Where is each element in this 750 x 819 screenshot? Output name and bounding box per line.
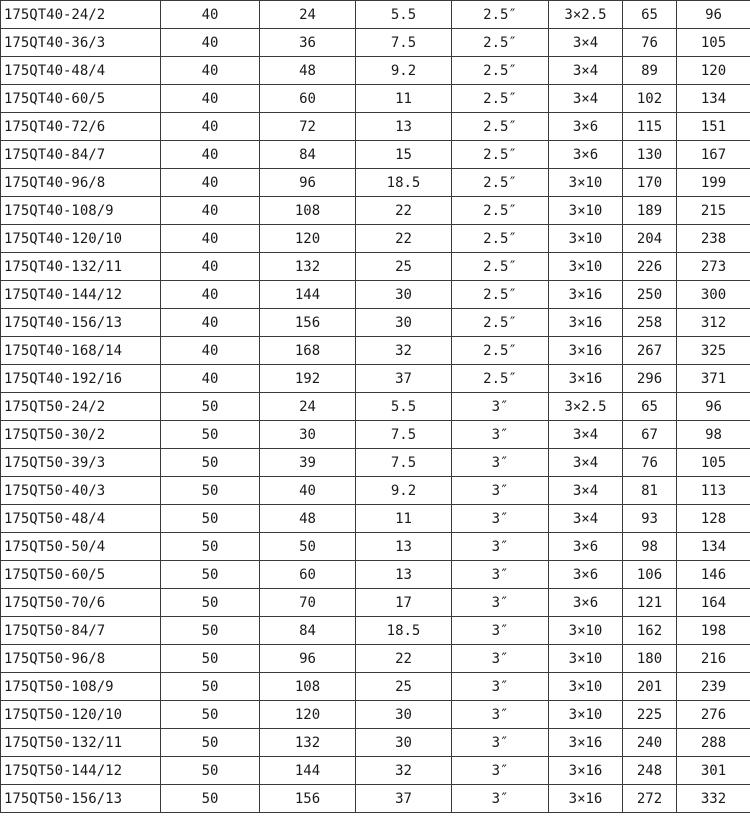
table-row xyxy=(1,477,750,505)
total-weight-cell: 134 xyxy=(677,533,750,561)
power-cell: 13 xyxy=(356,113,452,141)
model-cell: 175QT50-70/6 xyxy=(1,589,161,617)
power-cell: 5.5 xyxy=(356,1,452,29)
total-weight-cell: 301 xyxy=(677,757,750,785)
outlet-cell: 3″ xyxy=(452,477,549,505)
flow-cell: 50 xyxy=(161,561,260,589)
weight-cell: 121 xyxy=(623,589,677,617)
table-row xyxy=(1,533,750,561)
head-cell: 132 xyxy=(260,253,356,281)
total-weight-cell: 198 xyxy=(677,617,750,645)
cable-cell: 3×6 xyxy=(549,561,623,589)
flow-cell: 50 xyxy=(161,533,260,561)
outlet-cell: 2.5″ xyxy=(452,169,549,197)
cable-cell: 3×16 xyxy=(549,729,623,757)
power-cell: 9.2 xyxy=(356,477,452,505)
model-cell: 175QT40-24/2 xyxy=(1,1,161,29)
flow-cell: 40 xyxy=(161,29,260,57)
table-row xyxy=(1,1,750,29)
cable-cell: 3×6 xyxy=(549,113,623,141)
cable-cell: 3×2.5 xyxy=(549,393,623,421)
cable-cell: 3×16 xyxy=(549,785,623,813)
weight-cell: 81 xyxy=(623,477,677,505)
table-row xyxy=(1,225,750,253)
outlet-cell: 2.5″ xyxy=(452,57,549,85)
outlet-cell: 3″ xyxy=(452,449,549,477)
weight-cell: 115 xyxy=(623,113,677,141)
table-row xyxy=(1,281,750,309)
table-row xyxy=(1,85,750,113)
head-cell: 156 xyxy=(260,309,356,337)
total-weight-cell: 128 xyxy=(677,505,750,533)
total-weight-cell: 146 xyxy=(677,561,750,589)
total-weight-cell: 332 xyxy=(677,785,750,813)
power-cell: 13 xyxy=(356,561,452,589)
head-cell: 24 xyxy=(260,393,356,421)
total-weight-cell: 238 xyxy=(677,225,750,253)
total-weight-cell: 239 xyxy=(677,673,750,701)
flow-cell: 40 xyxy=(161,197,260,225)
model-cell: 175QT50-40/3 xyxy=(1,477,161,505)
power-cell: 22 xyxy=(356,197,452,225)
cable-cell: 3×10 xyxy=(549,225,623,253)
outlet-cell: 2.5″ xyxy=(452,337,549,365)
flow-cell: 40 xyxy=(161,253,260,281)
weight-cell: 102 xyxy=(623,85,677,113)
outlet-cell: 3″ xyxy=(452,617,549,645)
flow-cell: 40 xyxy=(161,85,260,113)
head-cell: 48 xyxy=(260,505,356,533)
outlet-cell: 3″ xyxy=(452,393,549,421)
outlet-cell: 3″ xyxy=(452,589,549,617)
model-cell: 175QT40-108/9 xyxy=(1,197,161,225)
power-cell: 18.5 xyxy=(356,617,452,645)
head-cell: 156 xyxy=(260,785,356,813)
head-cell: 30 xyxy=(260,421,356,449)
flow-cell: 50 xyxy=(161,449,260,477)
power-cell: 17 xyxy=(356,589,452,617)
flow-cell: 50 xyxy=(161,617,260,645)
table-row xyxy=(1,421,750,449)
weight-cell: 201 xyxy=(623,673,677,701)
head-cell: 120 xyxy=(260,225,356,253)
power-cell: 30 xyxy=(356,701,452,729)
total-weight-cell: 96 xyxy=(677,393,750,421)
weight-cell: 240 xyxy=(623,729,677,757)
cable-cell: 3×4 xyxy=(549,85,623,113)
power-cell: 22 xyxy=(356,225,452,253)
total-weight-cell: 288 xyxy=(677,729,750,757)
table-row xyxy=(1,29,750,57)
flow-cell: 50 xyxy=(161,421,260,449)
model-cell: 175QT40-168/14 xyxy=(1,337,161,365)
cable-cell: 3×4 xyxy=(549,449,623,477)
outlet-cell: 2.5″ xyxy=(452,281,549,309)
table-row xyxy=(1,337,750,365)
weight-cell: 248 xyxy=(623,757,677,785)
outlet-cell: 2.5″ xyxy=(452,309,549,337)
weight-cell: 98 xyxy=(623,533,677,561)
flow-cell: 40 xyxy=(161,169,260,197)
flow-cell: 40 xyxy=(161,57,260,85)
power-cell: 9.2 xyxy=(356,57,452,85)
table-row xyxy=(1,169,750,197)
flow-cell: 40 xyxy=(161,1,260,29)
table-row xyxy=(1,561,750,589)
total-weight-cell: 167 xyxy=(677,141,750,169)
model-cell: 175QT40-48/4 xyxy=(1,57,161,85)
cable-cell: 3×16 xyxy=(549,309,623,337)
flow-cell: 40 xyxy=(161,309,260,337)
cable-cell: 3×4 xyxy=(549,421,623,449)
power-cell: 7.5 xyxy=(356,29,452,57)
flow-cell: 50 xyxy=(161,785,260,813)
model-cell: 175QT50-156/13 xyxy=(1,785,161,813)
power-cell: 5.5 xyxy=(356,393,452,421)
model-cell: 175QT40-72/6 xyxy=(1,113,161,141)
table-body xyxy=(1,1,750,813)
model-cell: 175QT50-96/8 xyxy=(1,645,161,673)
total-weight-cell: 98 xyxy=(677,421,750,449)
table-row xyxy=(1,365,750,393)
flow-cell: 50 xyxy=(161,701,260,729)
outlet-cell: 2.5″ xyxy=(452,141,549,169)
weight-cell: 76 xyxy=(623,449,677,477)
flow-cell: 40 xyxy=(161,365,260,393)
model-cell: 175QT50-39/3 xyxy=(1,449,161,477)
total-weight-cell: 300 xyxy=(677,281,750,309)
total-weight-cell: 164 xyxy=(677,589,750,617)
flow-cell: 50 xyxy=(161,757,260,785)
outlet-cell: 2.5″ xyxy=(452,113,549,141)
model-cell: 175QT50-120/10 xyxy=(1,701,161,729)
power-cell: 7.5 xyxy=(356,449,452,477)
weight-cell: 89 xyxy=(623,57,677,85)
cable-cell: 3×4 xyxy=(549,477,623,505)
power-cell: 11 xyxy=(356,85,452,113)
flow-cell: 40 xyxy=(161,113,260,141)
model-cell: 175QT40-120/10 xyxy=(1,225,161,253)
flow-cell: 50 xyxy=(161,673,260,701)
flow-cell: 50 xyxy=(161,393,260,421)
weight-cell: 76 xyxy=(623,29,677,57)
total-weight-cell: 215 xyxy=(677,197,750,225)
power-cell: 37 xyxy=(356,785,452,813)
model-cell: 175QT50-108/9 xyxy=(1,673,161,701)
total-weight-cell: 276 xyxy=(677,701,750,729)
weight-cell: 225 xyxy=(623,701,677,729)
outlet-cell: 2.5″ xyxy=(452,85,549,113)
table-row xyxy=(1,197,750,225)
head-cell: 48 xyxy=(260,57,356,85)
head-cell: 144 xyxy=(260,757,356,785)
weight-cell: 226 xyxy=(623,253,677,281)
outlet-cell: 2.5″ xyxy=(452,1,549,29)
cable-cell: 3×16 xyxy=(549,757,623,785)
table-row xyxy=(1,701,750,729)
table-row xyxy=(1,253,750,281)
outlet-cell: 2.5″ xyxy=(452,253,549,281)
total-weight-cell: 113 xyxy=(677,477,750,505)
table-row xyxy=(1,309,750,337)
outlet-cell: 3″ xyxy=(452,421,549,449)
weight-cell: 272 xyxy=(623,785,677,813)
power-cell: 32 xyxy=(356,757,452,785)
model-cell: 175QT50-50/4 xyxy=(1,533,161,561)
cable-cell: 3×10 xyxy=(549,673,623,701)
head-cell: 36 xyxy=(260,29,356,57)
table-row xyxy=(1,589,750,617)
cable-cell: 3×10 xyxy=(549,701,623,729)
head-cell: 84 xyxy=(260,141,356,169)
weight-cell: 189 xyxy=(623,197,677,225)
head-cell: 108 xyxy=(260,673,356,701)
table-row xyxy=(1,673,750,701)
weight-cell: 258 xyxy=(623,309,677,337)
weight-cell: 65 xyxy=(623,393,677,421)
outlet-cell: 3″ xyxy=(452,561,549,589)
total-weight-cell: 199 xyxy=(677,169,750,197)
outlet-cell: 2.5″ xyxy=(452,29,549,57)
power-cell: 7.5 xyxy=(356,421,452,449)
outlet-cell: 3″ xyxy=(452,785,549,813)
model-cell: 175QT40-192/16 xyxy=(1,365,161,393)
cable-cell: 3×4 xyxy=(549,29,623,57)
flow-cell: 50 xyxy=(161,505,260,533)
total-weight-cell: 120 xyxy=(677,57,750,85)
head-cell: 84 xyxy=(260,617,356,645)
total-weight-cell: 273 xyxy=(677,253,750,281)
total-weight-cell: 151 xyxy=(677,113,750,141)
cable-cell: 3×4 xyxy=(549,57,623,85)
total-weight-cell: 105 xyxy=(677,29,750,57)
cable-cell: 3×16 xyxy=(549,337,623,365)
power-cell: 30 xyxy=(356,309,452,337)
table-row xyxy=(1,645,750,673)
model-cell: 175QT50-60/5 xyxy=(1,561,161,589)
power-cell: 30 xyxy=(356,281,452,309)
cable-cell: 3×4 xyxy=(549,505,623,533)
flow-cell: 40 xyxy=(161,337,260,365)
cable-cell: 3×10 xyxy=(549,617,623,645)
head-cell: 132 xyxy=(260,729,356,757)
cable-cell: 3×6 xyxy=(549,589,623,617)
cable-cell: 3×10 xyxy=(549,645,623,673)
weight-cell: 162 xyxy=(623,617,677,645)
flow-cell: 50 xyxy=(161,729,260,757)
head-cell: 192 xyxy=(260,365,356,393)
power-cell: 11 xyxy=(356,505,452,533)
model-cell: 175QT40-60/5 xyxy=(1,85,161,113)
flow-cell: 40 xyxy=(161,141,260,169)
cable-cell: 3×16 xyxy=(549,365,623,393)
power-cell: 15 xyxy=(356,141,452,169)
flow-cell: 50 xyxy=(161,477,260,505)
cable-cell: 3×6 xyxy=(549,141,623,169)
flow-cell: 50 xyxy=(161,589,260,617)
flow-cell: 40 xyxy=(161,281,260,309)
power-cell: 30 xyxy=(356,729,452,757)
head-cell: 120 xyxy=(260,701,356,729)
outlet-cell: 2.5″ xyxy=(452,225,549,253)
model-cell: 175QT50-30/2 xyxy=(1,421,161,449)
model-cell: 175QT40-156/13 xyxy=(1,309,161,337)
outlet-cell: 3″ xyxy=(452,701,549,729)
table-row xyxy=(1,785,750,813)
cable-cell: 3×10 xyxy=(549,197,623,225)
weight-cell: 93 xyxy=(623,505,677,533)
outlet-cell: 2.5″ xyxy=(452,197,549,225)
outlet-cell: 3″ xyxy=(452,729,549,757)
weight-cell: 106 xyxy=(623,561,677,589)
outlet-cell: 3″ xyxy=(452,645,549,673)
head-cell: 60 xyxy=(260,561,356,589)
power-cell: 13 xyxy=(356,533,452,561)
cable-cell: 3×16 xyxy=(549,281,623,309)
model-cell: 175QT40-96/8 xyxy=(1,169,161,197)
power-cell: 22 xyxy=(356,645,452,673)
head-cell: 60 xyxy=(260,85,356,113)
power-cell: 25 xyxy=(356,673,452,701)
weight-cell: 180 xyxy=(623,645,677,673)
model-cell: 175QT40-36/3 xyxy=(1,29,161,57)
outlet-cell: 3″ xyxy=(452,505,549,533)
outlet-cell: 3″ xyxy=(452,533,549,561)
total-weight-cell: 105 xyxy=(677,449,750,477)
outlet-cell: 3″ xyxy=(452,757,549,785)
head-cell: 96 xyxy=(260,169,356,197)
flow-cell: 40 xyxy=(161,225,260,253)
table-row xyxy=(1,57,750,85)
model-cell: 175QT40-132/11 xyxy=(1,253,161,281)
weight-cell: 170 xyxy=(623,169,677,197)
weight-cell: 267 xyxy=(623,337,677,365)
outlet-cell: 3″ xyxy=(452,673,549,701)
outlet-cell: 2.5″ xyxy=(452,365,549,393)
table-row xyxy=(1,757,750,785)
total-weight-cell: 371 xyxy=(677,365,750,393)
total-weight-cell: 96 xyxy=(677,1,750,29)
head-cell: 70 xyxy=(260,589,356,617)
flow-cell: 50 xyxy=(161,645,260,673)
head-cell: 168 xyxy=(260,337,356,365)
weight-cell: 130 xyxy=(623,141,677,169)
model-cell: 175QT40-144/12 xyxy=(1,281,161,309)
model-cell: 175QT50-132/11 xyxy=(1,729,161,757)
cable-cell: 3×2.5 xyxy=(549,1,623,29)
head-cell: 144 xyxy=(260,281,356,309)
weight-cell: 65 xyxy=(623,1,677,29)
cable-cell: 3×10 xyxy=(549,169,623,197)
head-cell: 72 xyxy=(260,113,356,141)
head-cell: 50 xyxy=(260,533,356,561)
total-weight-cell: 134 xyxy=(677,85,750,113)
head-cell: 108 xyxy=(260,197,356,225)
model-cell: 175QT50-48/4 xyxy=(1,505,161,533)
table-row xyxy=(1,729,750,757)
power-cell: 25 xyxy=(356,253,452,281)
head-cell: 40 xyxy=(260,477,356,505)
table-row xyxy=(1,449,750,477)
model-cell: 175QT50-144/12 xyxy=(1,757,161,785)
model-cell: 175QT40-84/7 xyxy=(1,141,161,169)
head-cell: 24 xyxy=(260,1,356,29)
head-cell: 39 xyxy=(260,449,356,477)
model-cell: 175QT50-84/7 xyxy=(1,617,161,645)
weight-cell: 250 xyxy=(623,281,677,309)
total-weight-cell: 312 xyxy=(677,309,750,337)
table-row xyxy=(1,141,750,169)
power-cell: 32 xyxy=(356,337,452,365)
power-cell: 18.5 xyxy=(356,169,452,197)
table-row xyxy=(1,617,750,645)
weight-cell: 204 xyxy=(623,225,677,253)
cable-cell: 3×10 xyxy=(549,253,623,281)
total-weight-cell: 216 xyxy=(677,645,750,673)
table-row xyxy=(1,505,750,533)
table-row xyxy=(1,113,750,141)
table-row xyxy=(1,393,750,421)
head-cell: 96 xyxy=(260,645,356,673)
model-cell: 175QT50-24/2 xyxy=(1,393,161,421)
total-weight-cell: 325 xyxy=(677,337,750,365)
cable-cell: 3×6 xyxy=(549,533,623,561)
weight-cell: 67 xyxy=(623,421,677,449)
power-cell: 37 xyxy=(356,365,452,393)
weight-cell: 296 xyxy=(623,365,677,393)
